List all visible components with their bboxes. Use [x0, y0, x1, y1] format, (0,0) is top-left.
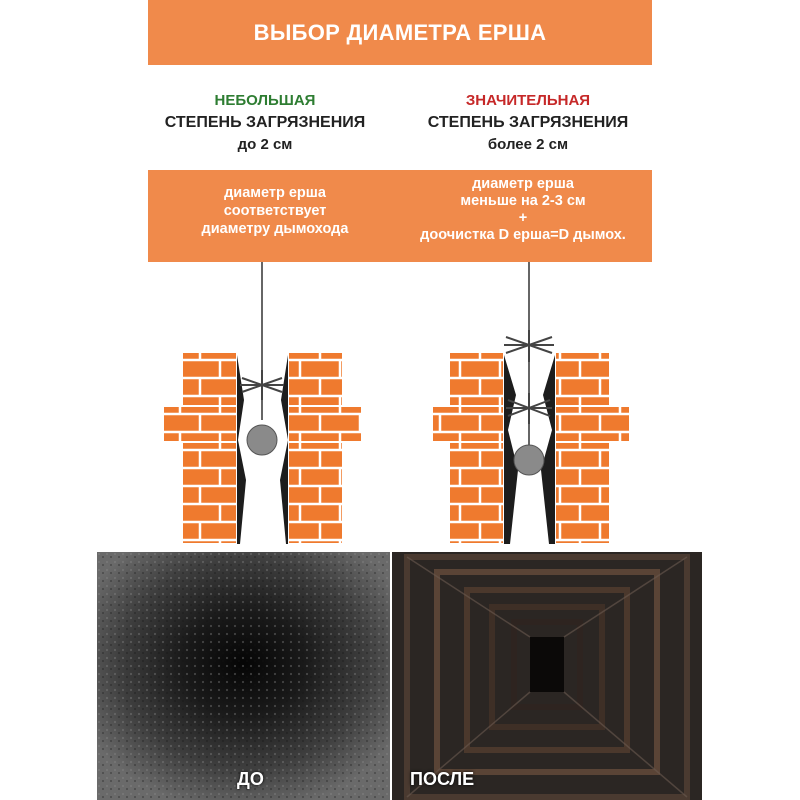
severity-label: СТЕПЕНЬ ЗАГРЯЗНЕНИЯ	[164, 114, 366, 131]
soot-layer	[280, 355, 288, 544]
advice-line: доочистка D ерша=D дымох.	[420, 227, 626, 243]
photo-before-cleaning	[97, 552, 390, 800]
advice-line: +	[518, 210, 528, 226]
severity-label: СТЕПЕНЬ ЗАГРЯЗНЕНИЯ	[427, 114, 629, 131]
advice-line: диаметру дымохода	[201, 221, 349, 237]
severity-level-small: НЕБОЛЬШАЯ	[214, 92, 316, 109]
page-title: ВЫБОР ДИАМЕТРА ЕРША	[253, 19, 547, 45]
chimney-left	[163, 262, 362, 544]
brick-wall	[182, 352, 237, 544]
soot-layer	[237, 355, 246, 544]
brick-wall	[288, 352, 343, 544]
advice-line: меньше на 2-3 см	[460, 193, 586, 209]
soot-layer	[541, 355, 555, 544]
soot-layer	[504, 355, 518, 544]
brick-wall	[449, 352, 504, 544]
brick-wall	[555, 352, 610, 544]
advice-line: соответствует	[223, 203, 327, 219]
brush-head	[240, 370, 284, 400]
title-banner	[148, 0, 652, 65]
brick-wall	[163, 406, 237, 442]
severity-small	[135, 92, 395, 153]
brush-head	[504, 330, 554, 362]
photo-after-cleaning	[392, 552, 702, 800]
label-before: ДО	[237, 769, 264, 789]
label-after: ПОСЛЕ	[410, 769, 475, 789]
brick-wall	[288, 406, 362, 442]
brick-wall	[555, 406, 630, 442]
severity-thickness: до 2 см	[237, 136, 293, 153]
weight-ball	[514, 445, 544, 475]
severity-thickness: более 2 см	[487, 136, 569, 153]
severity-level-large: ЗНАЧИТЕЛЬНАЯ	[465, 92, 591, 109]
advice-small	[150, 184, 400, 238]
weight-ball	[247, 425, 277, 455]
severity-large	[398, 92, 658, 153]
advice-line: диаметр ерша	[472, 176, 574, 192]
chimney-illustration	[0, 262, 800, 552]
chimney-right	[432, 262, 630, 544]
advice-banner	[148, 170, 652, 262]
advice-line: диаметр ерша	[224, 185, 326, 201]
advice-large	[398, 176, 648, 244]
brick-wall	[432, 406, 504, 442]
